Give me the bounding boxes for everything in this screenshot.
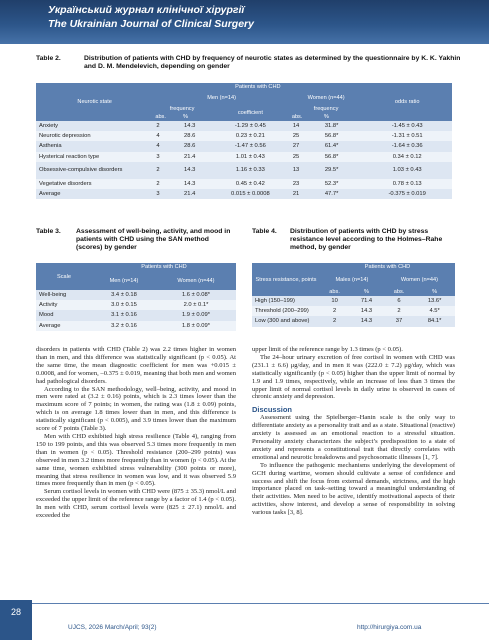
body-column-left: [36, 346, 236, 520]
table2-header-pct-men: %: [181, 113, 211, 121]
table-row: [36, 189, 452, 199]
row-odds: -1.45 ± 0.43: [362, 121, 452, 131]
row-women-abs: 23: [290, 179, 322, 189]
row-men-coef: 0.45 ± 0.42: [211, 179, 290, 189]
row-men-pct: 28.6: [181, 131, 211, 141]
row-state: Hysterical reaction type: [36, 152, 153, 162]
table2-header-abs-men: abs.: [153, 113, 181, 121]
row-men-coef: 0.015 ± 0.0008: [211, 189, 290, 199]
row-men-pct: 14.3: [349, 306, 384, 316]
row-women-pct: 61.4*: [322, 141, 363, 151]
table-row: [252, 306, 455, 316]
row-women-abs: 25: [290, 152, 322, 162]
row-men-coef: 1.16 ± 0.33: [211, 162, 290, 179]
row-women-pct: 13.6*: [414, 296, 455, 306]
table2-header-frequency-men: frequency: [153, 105, 211, 113]
row-state: Neurotic depression: [36, 131, 153, 141]
table3-header-group: Patients with CHD: [92, 263, 236, 271]
paragraph: To influence the pathogenic mechanisms underlying the development of GCH during wartime, women should cultivate a sense of confidence and success and shift the focus from external demands, strictness, and the high importance placed on task–setting toward a meaningful understanding of their activities. Men need to be active, identify motivational aspects of their activities, show interest, and develop a sense of responsibility in solving various tasks [3, 8].: [252, 461, 455, 517]
journal-title-ua: Український журнал клінічної хірургії: [48, 4, 245, 16]
row-men-pct: 14.3: [349, 316, 384, 326]
row-women-pct: 56.8*: [322, 152, 363, 162]
table4-header-stress: Stress resistance, points: [252, 263, 320, 296]
paragraph: According to the SAN methodology, well–being, activity, and mood in men were rated at (3.2 ± 0.16) points, which is 2.3 times lower than the maximum score of 7 points; in women, the rating was (1.8 ± 0.09) points, which is on average 1.8 times lower than in men, and this difference is statistically significant (p < 0.005), and 3.9 times lower than the maximum score of 7 points (Table 3).: [36, 385, 236, 433]
table3: [36, 263, 236, 331]
row-level: Threshold (200–299): [252, 306, 320, 316]
row-women-pct: 84.1*: [414, 316, 455, 326]
row-men-abs: 3: [153, 152, 181, 162]
row-scale: Mood: [36, 310, 92, 320]
row-men: 3.1 ± 0.16: [92, 310, 156, 320]
row-men-pct: 14.3: [181, 162, 211, 179]
table2-label: Table 2.: [36, 55, 61, 62]
table2-header-frequency-women: frequency: [290, 105, 363, 113]
row-men-coef: 0.23 ± 0.21: [211, 131, 290, 141]
row-women-abs: 37: [384, 316, 414, 326]
table2-header-abs-women: abs.: [290, 113, 322, 121]
table-row: [36, 162, 452, 179]
row-women-abs: 27: [290, 141, 322, 151]
row-state: Obsessive-compulsive disorders: [36, 162, 153, 179]
table4: [252, 263, 455, 327]
paragraph: disorders in patients with CHD (Table 2) was 2.2 times higher in women than in men, and this difference was statistically significant (p < 0.05). At the same time, the mean diagnostic coefficient for men was +0.015 ± 0.0008, and for women, –0.375 ± 0.019, meaning that both men and women had pathological disorders.: [36, 346, 236, 385]
row-level: High (150–199): [252, 296, 320, 306]
row-women-abs: 21: [290, 189, 322, 199]
row-scale: Well-being: [36, 290, 92, 300]
row-state: Vegetative disorders: [36, 179, 153, 189]
journal-header-band: [0, 0, 489, 44]
row-women: 1.8 ± 0.09*: [156, 321, 236, 331]
paragraph: Serum cortisol levels in women with CHD were (875 ± 35.3) nmol/L and exceeded the upper limit of the reference range by a factor of 1.4 (p < 0.05). In men with CHD, serum cortisol levels were (825 ± 27.1) nmol/L and exceeded the: [36, 488, 236, 520]
row-men-pct: 28.6: [181, 141, 211, 151]
row-state: Anxiety: [36, 121, 153, 131]
row-level: Low (300 and above): [252, 316, 320, 326]
row-men-pct: 21.4: [181, 189, 211, 199]
paragraph: Men with CHD exhibited high stress resilience (Table 4), ranging from 150 to 199 points, and this was observed 5.3 times more frequently in men than in women (p < 0.05). Threshold resistance (200–299 points) was observed in men 3.2 times more frequently than in women (p < 0.05). At the same time, women exhibited stress vulnerability (300 points or more), meaning that stress resilience in women was low, and it was observed 5.9 times more frequently than in men (p < 0.05).: [36, 432, 236, 488]
row-men-abs: 4: [153, 141, 181, 151]
table4-header-pct-women: %: [414, 288, 455, 296]
table-row: [36, 300, 236, 310]
table2-header-state: Neurotic state: [36, 83, 153, 121]
row-men-coef: 1.01 ± 0.43: [211, 152, 290, 162]
table4-label: Table 4.: [252, 228, 277, 235]
table4-header-abs-women: abs.: [384, 288, 414, 296]
row-women-abs: 6: [384, 296, 414, 306]
table-row: [36, 121, 452, 131]
table-row: [36, 131, 452, 141]
row-women: 2.0 ± 0.1*: [156, 300, 236, 310]
table3-header-scale: Scale: [36, 263, 92, 290]
row-odds: -1.31 ± 0.51: [362, 131, 452, 141]
table-row: [36, 141, 452, 151]
row-men: 3.2 ± 0.16: [92, 321, 156, 331]
paragraph: upper limit of the reference range by 1.3 times (p < 0.05).: [252, 346, 403, 353]
table3-caption: Assessment of well-being, activity, and mood in patients with CHD using the SAN method (scores) by gender: [76, 228, 231, 251]
row-women-abs: 13: [290, 162, 322, 179]
table2-header-group: Patients with CHD: [153, 83, 362, 91]
row-men-abs: 2: [320, 316, 349, 326]
table2-header-women: Women (n=44): [290, 91, 363, 105]
row-women-pct: 29.5*: [322, 162, 363, 179]
row-women-pct: 52.3*: [322, 179, 363, 189]
row-men-abs: 4: [153, 131, 181, 141]
table3-label: Table 3.: [36, 228, 61, 235]
table2-header-pct-women: %: [322, 113, 363, 121]
footer-journal-citation: UJCS, 2026 March/April; 93(2): [68, 624, 157, 631]
row-women-pct: 47.7*: [322, 189, 363, 199]
row-men-abs: 3: [153, 189, 181, 199]
row-women-abs: 14: [290, 121, 322, 131]
row-men-pct: 14.3: [181, 179, 211, 189]
paragraph: The 24–hour urinary excretion of free cortisol in women with CHD was (231.1 ± 6.6) μg/day, and in men it was (222.0 ± 7.2) μg/day, which was statistically significantly (p < 0.05) higher than the upper limit of normal by 1.9 and 1.9 times, respectively, while an increase of less than 3 times the upper limit of normal cortisol levels in daily urine is observed in cases of chronic anxiety and depression.: [252, 353, 455, 401]
row-men-pct: 21.4: [181, 152, 211, 162]
table2: [36, 83, 452, 199]
row-men-abs: 2: [153, 179, 181, 189]
row-odds: -1.64 ± 0.36: [362, 141, 452, 151]
table4-header-pct-men: %: [349, 288, 384, 296]
row-men-abs: 2: [153, 121, 181, 131]
page-number: 28: [0, 600, 32, 640]
table4-header-abs-men: abs.: [320, 288, 349, 296]
table-row: [36, 179, 452, 189]
table-row: [252, 296, 455, 306]
table-row: [36, 152, 452, 162]
footer-url-link[interactable]: http://hirurgiya.com.ua: [357, 624, 422, 631]
table3-header-women: Women (n=44): [156, 271, 236, 290]
row-women-pct: 31.8*: [322, 121, 363, 131]
table4-header-men: Males (n=14): [320, 271, 384, 288]
row-odds: 0.34 ± 0.12: [362, 152, 452, 162]
table3-header-men: Men (n=14): [92, 271, 156, 290]
table-row: [252, 316, 455, 326]
table2-header-men: Men (n=14): [153, 91, 290, 105]
row-women-pct: 4.5*: [414, 306, 455, 316]
row-men-abs: 10: [320, 296, 349, 306]
table4-caption: Distribution of patients with CHD by stress resistance level according to the Holmes–Rahe method, by gender: [290, 228, 443, 251]
row-odds: 1.03 ± 0.43: [362, 162, 452, 179]
body-column-right: [252, 346, 455, 517]
row-women-abs: 2: [384, 306, 414, 316]
row-men-abs: 2: [153, 162, 181, 179]
row-state: Average: [36, 189, 153, 199]
paragraph: Assessment using the Spielberger–Hanin scale is the only way to differentiate anxiety as a personality trait and as a state. Situational (reactive) anxiety is assessed as an emotional reaction to a stressful situation. Personality anxiety characterizes the subject’s predisposition to a state of anxiety and represents a constitutional trait that directly correlates with emotional and neurotic breakdowns and psychosomatic illnesses [1, 7].: [252, 414, 455, 461]
row-odds: 0.78 ± 0.13: [362, 179, 452, 189]
discussion-heading: Discussion: [252, 405, 293, 415]
row-scale: Average: [36, 321, 92, 331]
row-women: 1.6 ± 0.08*: [156, 290, 236, 300]
table2-header-coefficient: coefficient: [211, 105, 290, 121]
table-row: [36, 321, 236, 331]
row-women-abs: 25: [290, 131, 322, 141]
row-men: 3.0 ± 0.15: [92, 300, 156, 310]
table-row: [36, 310, 236, 320]
row-odds: -0.375 ± 0.019: [362, 189, 452, 199]
row-men: 3.4 ± 0.18: [92, 290, 156, 300]
table2-header-odds: odds ratio: [362, 83, 452, 121]
table-row: [36, 290, 236, 300]
row-women-pct: 56.8*: [322, 131, 363, 141]
row-scale: Activity: [36, 300, 92, 310]
row-men-pct: 71.4: [349, 296, 384, 306]
footer-rule: [0, 603, 489, 604]
row-women: 1.9 ± 0.09*: [156, 310, 236, 320]
table4-header-group: Patients with CHD: [320, 263, 455, 271]
row-men-coef: -1.29 ± 0.45: [211, 121, 290, 131]
table4-header-women: Women (n=44): [384, 271, 455, 288]
row-men-pct: 14.3: [181, 121, 211, 131]
row-men-abs: 2: [320, 306, 349, 316]
journal-title-en: The Ukrainian Journal of Clinical Surgery: [48, 18, 254, 30]
row-men-coef: -1.47 ± 0.56: [211, 141, 290, 151]
row-state: Asthenia: [36, 141, 153, 151]
table2-caption: Distribution of patients with CHD by frequency of neurotic states as determined by the questionnaire by K. K. Yakhin and D. M. Mendelevich, depending on gender: [84, 55, 461, 70]
